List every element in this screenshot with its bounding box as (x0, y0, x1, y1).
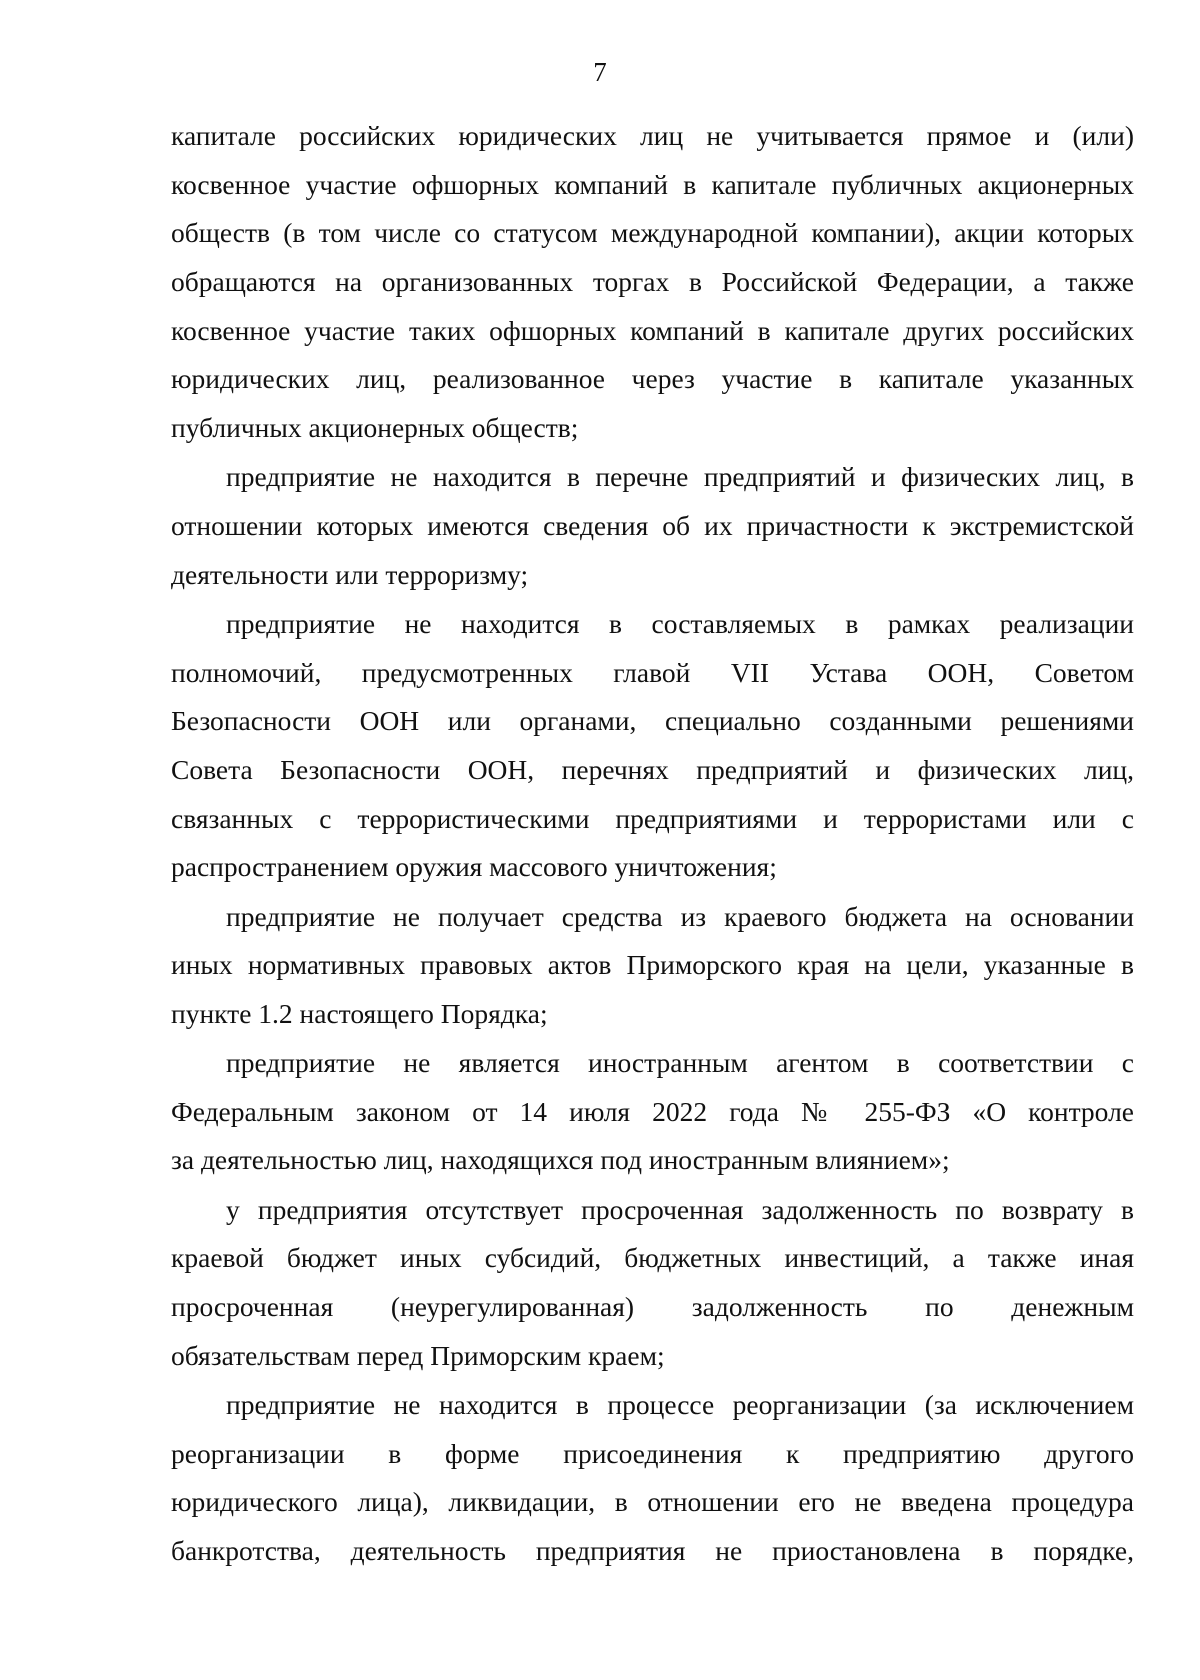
text-line: деятельности или терроризму; (171, 558, 529, 590)
text-line: просроченная (неурегулированная) задолженность по денежным (171, 1291, 1134, 1322)
text-line: Безопасности ООН или органами, специально созданными решениями (171, 705, 1134, 737)
text-line: распространением оружия массового уничтожения; (171, 851, 777, 883)
text-line: Совета Безопасности ООН, перечнях предприятий и физических лиц, (171, 753, 1134, 785)
text-line: косвенное участие таких офшорных компаний в капитале других российских (171, 314, 1134, 346)
paragraph (171, 1381, 1134, 1576)
paragraph (171, 1186, 1134, 1381)
text-line: обязательствам перед Приморским краем; (171, 1339, 665, 1371)
text-line: реорганизации в форме присоединения к предприятию другого (171, 1437, 1134, 1469)
text-line: Федеральным законом от 14 июля 2022 года № 255-ФЗ «О контроле (171, 1095, 1134, 1127)
text-line: иных нормативных правовых актов Приморского края на цели, указанные в (171, 949, 1134, 981)
text-line: полномочий, предусмотренных главой VII Устава ООН, Советом (171, 656, 1134, 688)
text-line: за деятельностью лиц, находящихся под иностранным влиянием»; (171, 1144, 950, 1176)
text-line: обращаются на организованных торгах в Российской Федерации, а также (171, 266, 1134, 298)
text-line: обществ (в том числе со статусом международной компании), акции которых (171, 217, 1134, 249)
text-line: капитале российских юридических лиц не учитывается прямое и (или) (171, 120, 1134, 151)
text-line: косвенное участие офшорных компаний в капитале публичных акционерных (171, 168, 1134, 200)
text-line: предприятие не находится в составляемых в рамках реализации (226, 607, 1134, 639)
paragraph (171, 600, 1134, 892)
text-line: юридического лица), ликвидации, в отношении его не введена процедура (171, 1486, 1134, 1518)
page-number: 7 (593, 57, 607, 87)
text-line: предприятие не находится в процессе реорганизации (за исключением (226, 1388, 1134, 1420)
text-line: связанных с террористическими предприятиями и террористами или с (171, 802, 1134, 834)
text-line: у предприятия отсутствует просроченная задолженность по возврату в (226, 1193, 1134, 1225)
paragraph (171, 1039, 1134, 1185)
text-line: краевой бюджет иных субсидий, бюджетных инвестиций, а также иная (171, 1242, 1134, 1274)
text-line: предприятие не является иностранным агентом в соответствии с (226, 1047, 1134, 1079)
paragraph (171, 112, 1134, 453)
text-line: публичных акционерных обществ; (171, 412, 579, 444)
paragraph (171, 893, 1134, 1039)
text-line: пункте 1.2 настоящего Порядка; (171, 997, 548, 1029)
paragraph (171, 453, 1134, 599)
document-body (171, 112, 1134, 1576)
text-line: банкротства, деятельность предприятия не приостановлена в порядке, (171, 1534, 1134, 1566)
text-line: юридических лиц, реализованное через участие в капитале указанных (171, 363, 1134, 395)
text-line: отношении которых имеются сведения об их причастности к экстремистской (171, 510, 1134, 541)
text-line: предприятие не получает средства из краевого бюджета на основании (226, 900, 1134, 932)
text-line: предприятие не находится в перечне предприятий и физических лиц, в (226, 461, 1134, 493)
